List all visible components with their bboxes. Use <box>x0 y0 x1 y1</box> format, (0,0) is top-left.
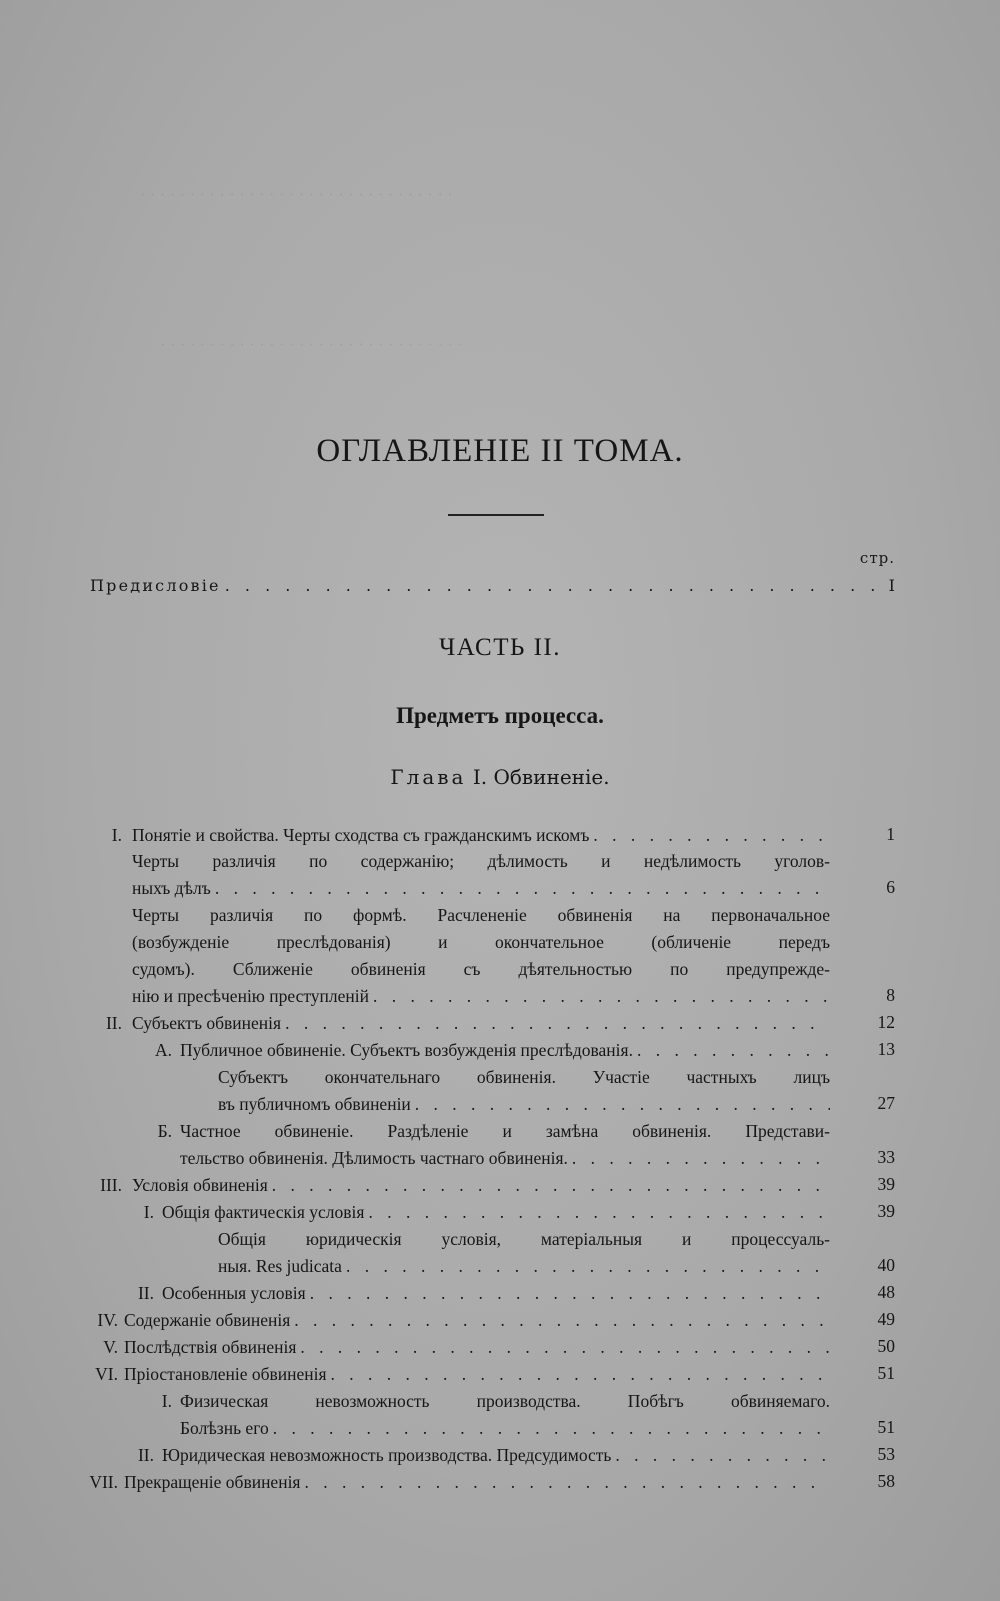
toc-page-number: 40 <box>877 1255 895 1275</box>
toc-entry-last-line <box>162 1280 830 1307</box>
part-heading: ЧАСТЬ II. <box>438 634 561 661</box>
toc-entry <box>137 1280 830 1307</box>
toc-entry-number: I. <box>143 1202 154 1222</box>
toc-entry-last-line <box>180 1145 830 1172</box>
toc-entry <box>97 1307 830 1334</box>
chapter-label: Глава <box>390 765 467 789</box>
toc-entry-text: Содержаніе обвиненія <box>124 1310 291 1330</box>
toc-page-number: 51 <box>877 1363 895 1383</box>
toc-page-number: 8 <box>886 985 895 1005</box>
toc-entry-text: судомъ). Сближеніе обвиненія съ дѣятельностью по предупрежде- <box>132 959 830 979</box>
leader-dots <box>368 1199 830 1226</box>
toc-entry-number: V. <box>103 1337 118 1357</box>
toc-entry-number: Б. <box>157 1121 172 1141</box>
toc-entry <box>161 1388 830 1442</box>
toc-entry-text: Субъектъ окончательнаго обвиненія. Участіе частныхъ лицъ <box>218 1067 830 1087</box>
toc-entry-text: Особенныя условія <box>162 1283 306 1303</box>
leader-dots <box>415 1091 830 1118</box>
toc-page-number: 50 <box>877 1336 895 1356</box>
toc-entry <box>218 1226 830 1280</box>
chapter-heading <box>0 765 1000 789</box>
toc-entry-text: Пріостановленіе обвиненія <box>124 1364 327 1384</box>
toc-entry-last-line <box>124 1307 830 1334</box>
toc-entry-last-line <box>132 1172 830 1199</box>
toc-entry-text: Черты различія по содержанію; дѣлимость и недѣлимость уголов- <box>132 851 830 871</box>
toc-entry-last-line <box>124 1469 830 1496</box>
toc-entry-text: Условія обвиненія <box>132 1175 268 1195</box>
toc-entry-text: нію и пресѣченію преступленій <box>132 986 369 1006</box>
toc-entry <box>137 1442 830 1469</box>
preface-entry <box>90 576 895 595</box>
toc-entry-number: VII. <box>89 1472 118 1492</box>
toc-entry-last-line <box>180 1415 830 1442</box>
toc-entry <box>218 1064 830 1118</box>
toc-entry <box>132 902 830 1010</box>
toc-entry-text: тельство обвиненія. Дѣлимость частнаго обвиненія. <box>180 1148 568 1168</box>
toc-entry-text: Юридическая невозможность производства. Предсудимость <box>162 1445 612 1465</box>
toc-entry-last-line <box>180 1037 830 1064</box>
leader-dots <box>373 983 830 1010</box>
toc-page-number: 27 <box>877 1093 895 1113</box>
toc-page-number: 6 <box>886 877 895 897</box>
toc-entry-text: Болѣзнь его <box>180 1418 269 1438</box>
toc-entry-number: I. <box>111 825 122 845</box>
toc-entry-text: (возбужденіе преслѣдованія) и окончательное (обличеніе передъ <box>132 932 830 952</box>
toc-page-number: 13 <box>877 1039 895 1059</box>
leader-dots <box>225 576 877 595</box>
toc-entry-number: III. <box>100 1175 122 1195</box>
toc-page-number: 48 <box>877 1282 895 1302</box>
toc-page-number: 39 <box>877 1174 895 1194</box>
toc-page-number: 39 <box>877 1201 895 1221</box>
leader-dots <box>294 1307 830 1334</box>
toc-entry <box>111 822 830 849</box>
toc-page-number: 12 <box>877 1012 895 1032</box>
toc-entry <box>95 1361 830 1388</box>
toc-entry-number: IV. <box>97 1310 118 1330</box>
toc-page-number: 51 <box>877 1417 895 1437</box>
toc-entry-number: VI. <box>95 1364 118 1384</box>
leader-dots <box>331 1361 830 1388</box>
toc-entry <box>132 848 830 902</box>
toc-entry-text: Понятіе и свойства. Черты сходства съ гражданскимъ искомъ <box>132 825 590 845</box>
toc-entry-last-line <box>124 1334 830 1361</box>
leader-dots <box>310 1280 830 1307</box>
toc-page-number: 58 <box>877 1471 895 1491</box>
toc-entry <box>154 1037 830 1064</box>
leader-dots <box>346 1253 830 1280</box>
title-divider <box>448 514 544 516</box>
toc-entry-text: ныхъ дѣлъ <box>132 878 211 898</box>
leader-dots <box>285 1010 830 1037</box>
toc-entry-text: Черты различія по формѣ. Расчлененіе обвиненія на первоначальное <box>132 905 830 925</box>
toc-entry-text: Прекращеніе обвиненія <box>124 1472 301 1492</box>
toc-page-number: 49 <box>877 1309 895 1329</box>
preface-page: I <box>888 576 895 595</box>
section-heading: Предметъ процесса. <box>396 703 604 728</box>
toc-entry <box>157 1118 830 1172</box>
leader-dots <box>615 1442 830 1469</box>
leader-dots <box>273 1415 830 1442</box>
toc-entry-last-line <box>124 1361 830 1388</box>
toc-entry-number: А. <box>154 1040 172 1060</box>
toc-entry <box>103 1334 830 1361</box>
leader-dots <box>593 822 830 849</box>
toc-entry-last-line <box>162 1442 830 1469</box>
toc-entry-text: Субъектъ обвиненія <box>132 1013 282 1033</box>
toc-entry-number: II. <box>137 1283 154 1303</box>
toc-entry-text: Физическая невозможность производства. Побѣгъ обвиняемаго. <box>180 1391 830 1411</box>
toc-entry-text: Общія фактическія условія <box>162 1202 365 1222</box>
toc-entry-text: Послѣдствія обвиненія <box>124 1337 297 1357</box>
toc-entry-last-line <box>132 983 830 1010</box>
toc-entry-text: Общія юридическія условія, матеріальныя и процессуаль- <box>218 1229 830 1249</box>
toc-entry-number: I. <box>161 1391 172 1411</box>
toc-page-number: 1 <box>886 824 895 844</box>
toc-entry-last-line <box>132 875 830 902</box>
toc-entry-last-line <box>132 822 830 849</box>
chapter-title: I. Обвиненіе. <box>472 765 610 789</box>
toc-entry <box>105 1010 830 1037</box>
bleed-through-text: · · · · · · · · · · · · · · · · · · · · · · · · · · · · · · · · <box>140 185 453 204</box>
leader-dots <box>215 875 830 902</box>
page-title: ОГЛАВЛЕНІЕ II ТОМА. <box>316 433 684 469</box>
toc-page-number: 33 <box>877 1147 895 1167</box>
preface-label: Предисловіе <box>90 576 221 595</box>
toc-entry-number: II. <box>137 1445 154 1465</box>
leader-dots <box>572 1145 830 1172</box>
leader-dots <box>272 1172 830 1199</box>
toc-entry <box>100 1172 830 1199</box>
leader-dots <box>637 1037 830 1064</box>
toc-entry-text: Публичное обвиненіе. Субъектъ возбужденія преслѣдованія. <box>180 1040 633 1060</box>
toc-entry <box>143 1199 830 1226</box>
toc-entry-number: II. <box>105 1013 122 1033</box>
toc-entry-last-line <box>218 1253 830 1280</box>
toc-entry-text: въ публичномъ обвиненіи <box>218 1094 411 1114</box>
toc-entry-last-line <box>162 1199 830 1226</box>
toc-entry-last-line <box>132 1010 830 1037</box>
leader-dots <box>304 1469 830 1496</box>
toc-entry-last-line <box>218 1091 830 1118</box>
page-column-label: стр. <box>859 549 895 567</box>
toc-page-number: 53 <box>877 1444 895 1464</box>
bleed-through-text: · · · · · · · · · · · · · · · · · · · · · · · · · · · · · · · <box>160 335 463 354</box>
toc-entry <box>89 1469 830 1496</box>
toc-entry-text: Частное обвиненіе. Раздѣленіе и замѣна обвиненія. Представи- <box>180 1121 830 1141</box>
toc-entry-text: ныя. Res judicata <box>218 1256 342 1276</box>
leader-dots <box>300 1334 830 1361</box>
